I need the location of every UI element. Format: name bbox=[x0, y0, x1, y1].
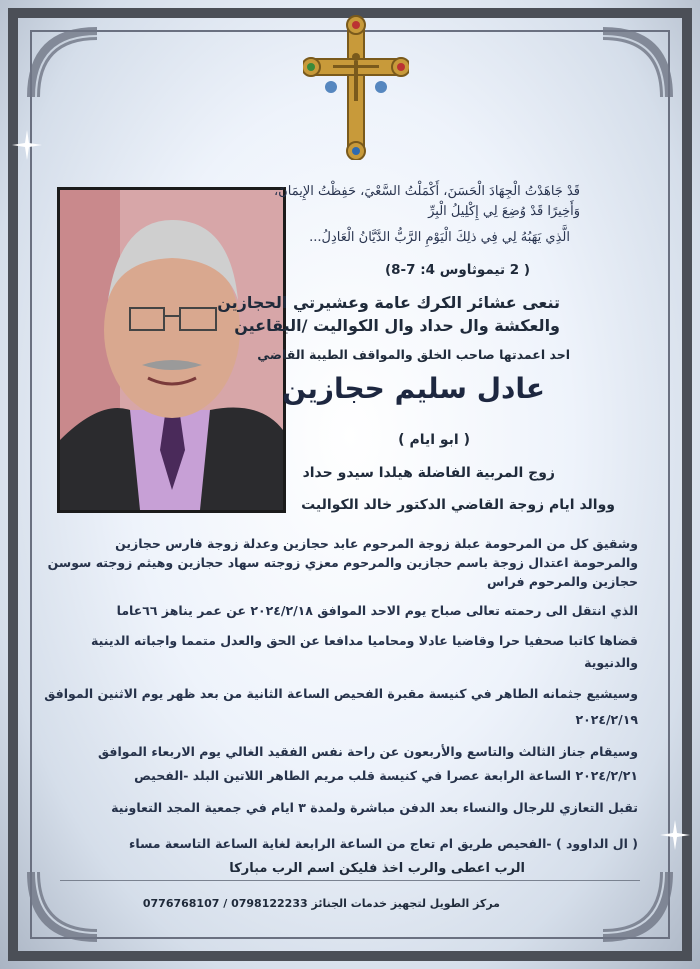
deceased-name: عادل سليم حجازين bbox=[282, 372, 545, 405]
footer-contact: مركز الطويل لتجهيز خدمات الجنائز 0798122233 / 0776768107 bbox=[142, 897, 500, 910]
verse-line-3: الَّذِي يَهَبُهُ لِي فِي ذلِكَ الْيَوْمِ الرَّبُّ الدَّيَّانُ الْعَادِلُ... bbox=[309, 230, 570, 245]
deceased-nickname: ( ابو ايام ) bbox=[398, 432, 470, 448]
cross-icon bbox=[303, 15, 409, 160]
announcement-line-3: احد اعمدتها صاحب الخلق والمواقف الطيبة القاضي bbox=[257, 347, 570, 362]
verse-reference: ( 2 تيموثاوس 4: 7-8) bbox=[384, 262, 530, 278]
career-line-2: والدنيوية bbox=[584, 655, 638, 670]
sparkle-icon bbox=[12, 130, 42, 160]
memorial-line-1: وسيقام جناز الثالث والتاسع والأربعون عن راحة نفس الفقيد الغالي يوم الاربعاء الموافق bbox=[98, 744, 638, 759]
verse-line-2: وَأَخِيرًا قَدْ وُضِعَ لِي إِكْلِيلُ الْبِرِّ bbox=[428, 204, 580, 219]
relation-siblings-2: والمرحومة اعتدال زوجة باسم حجازين والمرحوم معزي زوجته سهاد حجازين وهيثم زوجته سوسن bbox=[47, 555, 638, 570]
sparkle-icon bbox=[660, 820, 690, 850]
announcement-line-1: تنعى عشائر الكرك عامة وعشيرتي الحجازين bbox=[217, 293, 560, 312]
memorial-line-2: ٢٠٢٤/٢/٢١ الساعة الرابعة عصرا في كنيسة قلب مريم الطاهر اللاتين البلد -الفحيص bbox=[134, 768, 638, 783]
relation-siblings-1: وشقيق كل من المرحومة عبلة زوجة المرحوم عابد حجازين وعدلة زوجة فارس حجازين bbox=[115, 536, 638, 551]
condolence-line-2: ( ال الداوود ) -الفحيص طريق ام تعاج من الساعة الرابعة لغاية الساعة التاسعة مساء bbox=[129, 836, 638, 851]
relation-daughter: ووالد ايام زوجة القاضي الدكتور خالد الكواليت bbox=[301, 497, 615, 513]
corner-ornament-icon bbox=[598, 867, 678, 947]
corner-ornament-icon bbox=[22, 22, 102, 102]
condolence-line-1: تقبل التعازي للرجال والنساء بعد الدفن مباشرة ولمدة ٣ ايام في جمعية المجد التعاونية bbox=[111, 800, 638, 815]
portrait-photo bbox=[57, 187, 286, 513]
announcement-line-2: والعكشة وال حداد وال الكواليت /البقاعين bbox=[234, 316, 560, 335]
relation-siblings-3: حجازين والمرحوم فراس bbox=[487, 574, 638, 589]
relation-spouse: زوج المربية الفاضلة هيلدا سيدو حداد bbox=[302, 465, 555, 481]
death-notice: الذي انتقل الى رحمته تعالى صباح يوم الاحد الموافق ٢٠٢٤/٢/١٨ عن عمر يناهز ٦٦عاما bbox=[116, 603, 638, 618]
verse-line-1: قَدْ جَاهَدْتُ الْجِهَادَ الْحَسَنَ، أَكْمَلْتُ السَّعْيَ، حَفِظْتُ الإِيمَانَ، bbox=[273, 184, 580, 199]
funeral-date: ٢٠٢٤/٢/١٩ bbox=[575, 712, 638, 727]
footer-divider bbox=[60, 880, 640, 881]
funeral-line-1: وسيشيع جثمانه الطاهر في كنيسة مقبرة الفحيص الساعة الثانية من بعد ظهر يوم الاثنين الموافق bbox=[44, 686, 638, 701]
corner-ornament-icon bbox=[22, 867, 102, 947]
closing-prayer: الرب اعطى والرب اخذ فليكن اسم الرب مباركا bbox=[229, 861, 525, 876]
corner-ornament-icon bbox=[598, 22, 678, 102]
career-line-1: قضاها كاتبا صحفيا حرا وقاضيا عادلا ومحاميا مدافعا عن الحق والعدل متمما واجباته الدينية bbox=[91, 633, 638, 648]
